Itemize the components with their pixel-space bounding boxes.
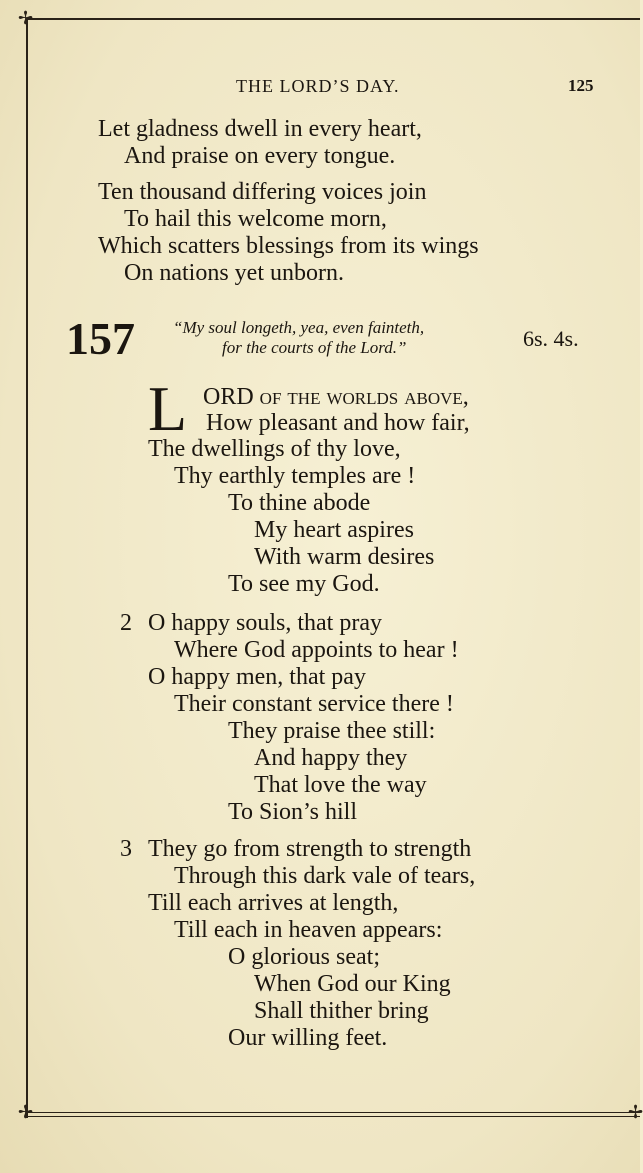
verse-line: Our willing feet.: [228, 1025, 388, 1051]
bottom-border-rule: [26, 1112, 640, 1117]
drop-cap: L: [148, 373, 188, 444]
epigraph-line: for the courts of the Lord.”: [222, 338, 407, 357]
corner-ornament-icon: ✢: [18, 8, 34, 29]
verse-line: Till each arrives at length,: [148, 890, 399, 916]
verse-line: O glorious seat;: [228, 944, 380, 970]
epigraph-line: “My soul longeth, yea, even fainteth,: [173, 318, 425, 337]
verse-line: And happy they: [254, 745, 408, 771]
verse-line: My heart aspires: [254, 517, 414, 543]
verse-line: They go from strength to strength: [148, 836, 472, 862]
verse-line: With warm desires: [254, 544, 435, 570]
left-border-rule: [26, 18, 28, 1118]
verse-line: O happy men, that pay: [148, 664, 366, 690]
verse-line: To see my God.: [228, 571, 380, 597]
verse-line: To Sion’s hill: [228, 799, 358, 825]
verse-line: Where God appoints to hear !: [174, 637, 459, 663]
verse-line: To thine abode: [228, 490, 371, 516]
corner-ornament-icon: ✢: [18, 1102, 34, 1123]
page-number: 125: [568, 76, 594, 95]
verse-line: Till each in heaven appears:: [174, 917, 443, 943]
verse-line: Let gladness dwell in every heart,: [98, 116, 422, 142]
hymn-number: 157: [66, 313, 135, 364]
verse-line: That love the way: [254, 772, 427, 798]
verse-line: When God our King: [254, 971, 451, 997]
verse-line: On nations yet unborn.: [124, 260, 344, 286]
corner-ornament-icon: ✢: [628, 1102, 643, 1123]
verse-line: Ten thousand differing voices join: [98, 179, 427, 205]
verse-line: To hail this welcome morn,: [124, 206, 387, 232]
stanza-number: 2: [120, 610, 132, 636]
verse-line: Through this dark vale of tears,: [174, 863, 476, 889]
verse-line: Shall thither bring: [254, 998, 429, 1024]
verse-line: Which scatters blessings from its wings: [98, 233, 479, 259]
verse-line: The dwellings of thy love,: [148, 436, 401, 462]
verse-line: Thy earthly temples are !: [174, 463, 416, 489]
top-border-rule: [26, 18, 640, 20]
verse-line: How pleasant and how fair,: [206, 410, 470, 436]
verse-line: Their constant service there !: [174, 691, 454, 717]
verse-line: ORD of the worlds above,: [203, 384, 469, 410]
meter-label: 6s. 4s.: [523, 326, 579, 351]
running-header: THE LORD’S DAY.: [236, 76, 400, 96]
verse-line: O happy souls, that pray: [148, 610, 382, 636]
verse-line: They praise thee still:: [228, 718, 436, 744]
stanza-number: 3: [120, 836, 132, 862]
verse-line: And praise on every tongue.: [124, 143, 396, 169]
